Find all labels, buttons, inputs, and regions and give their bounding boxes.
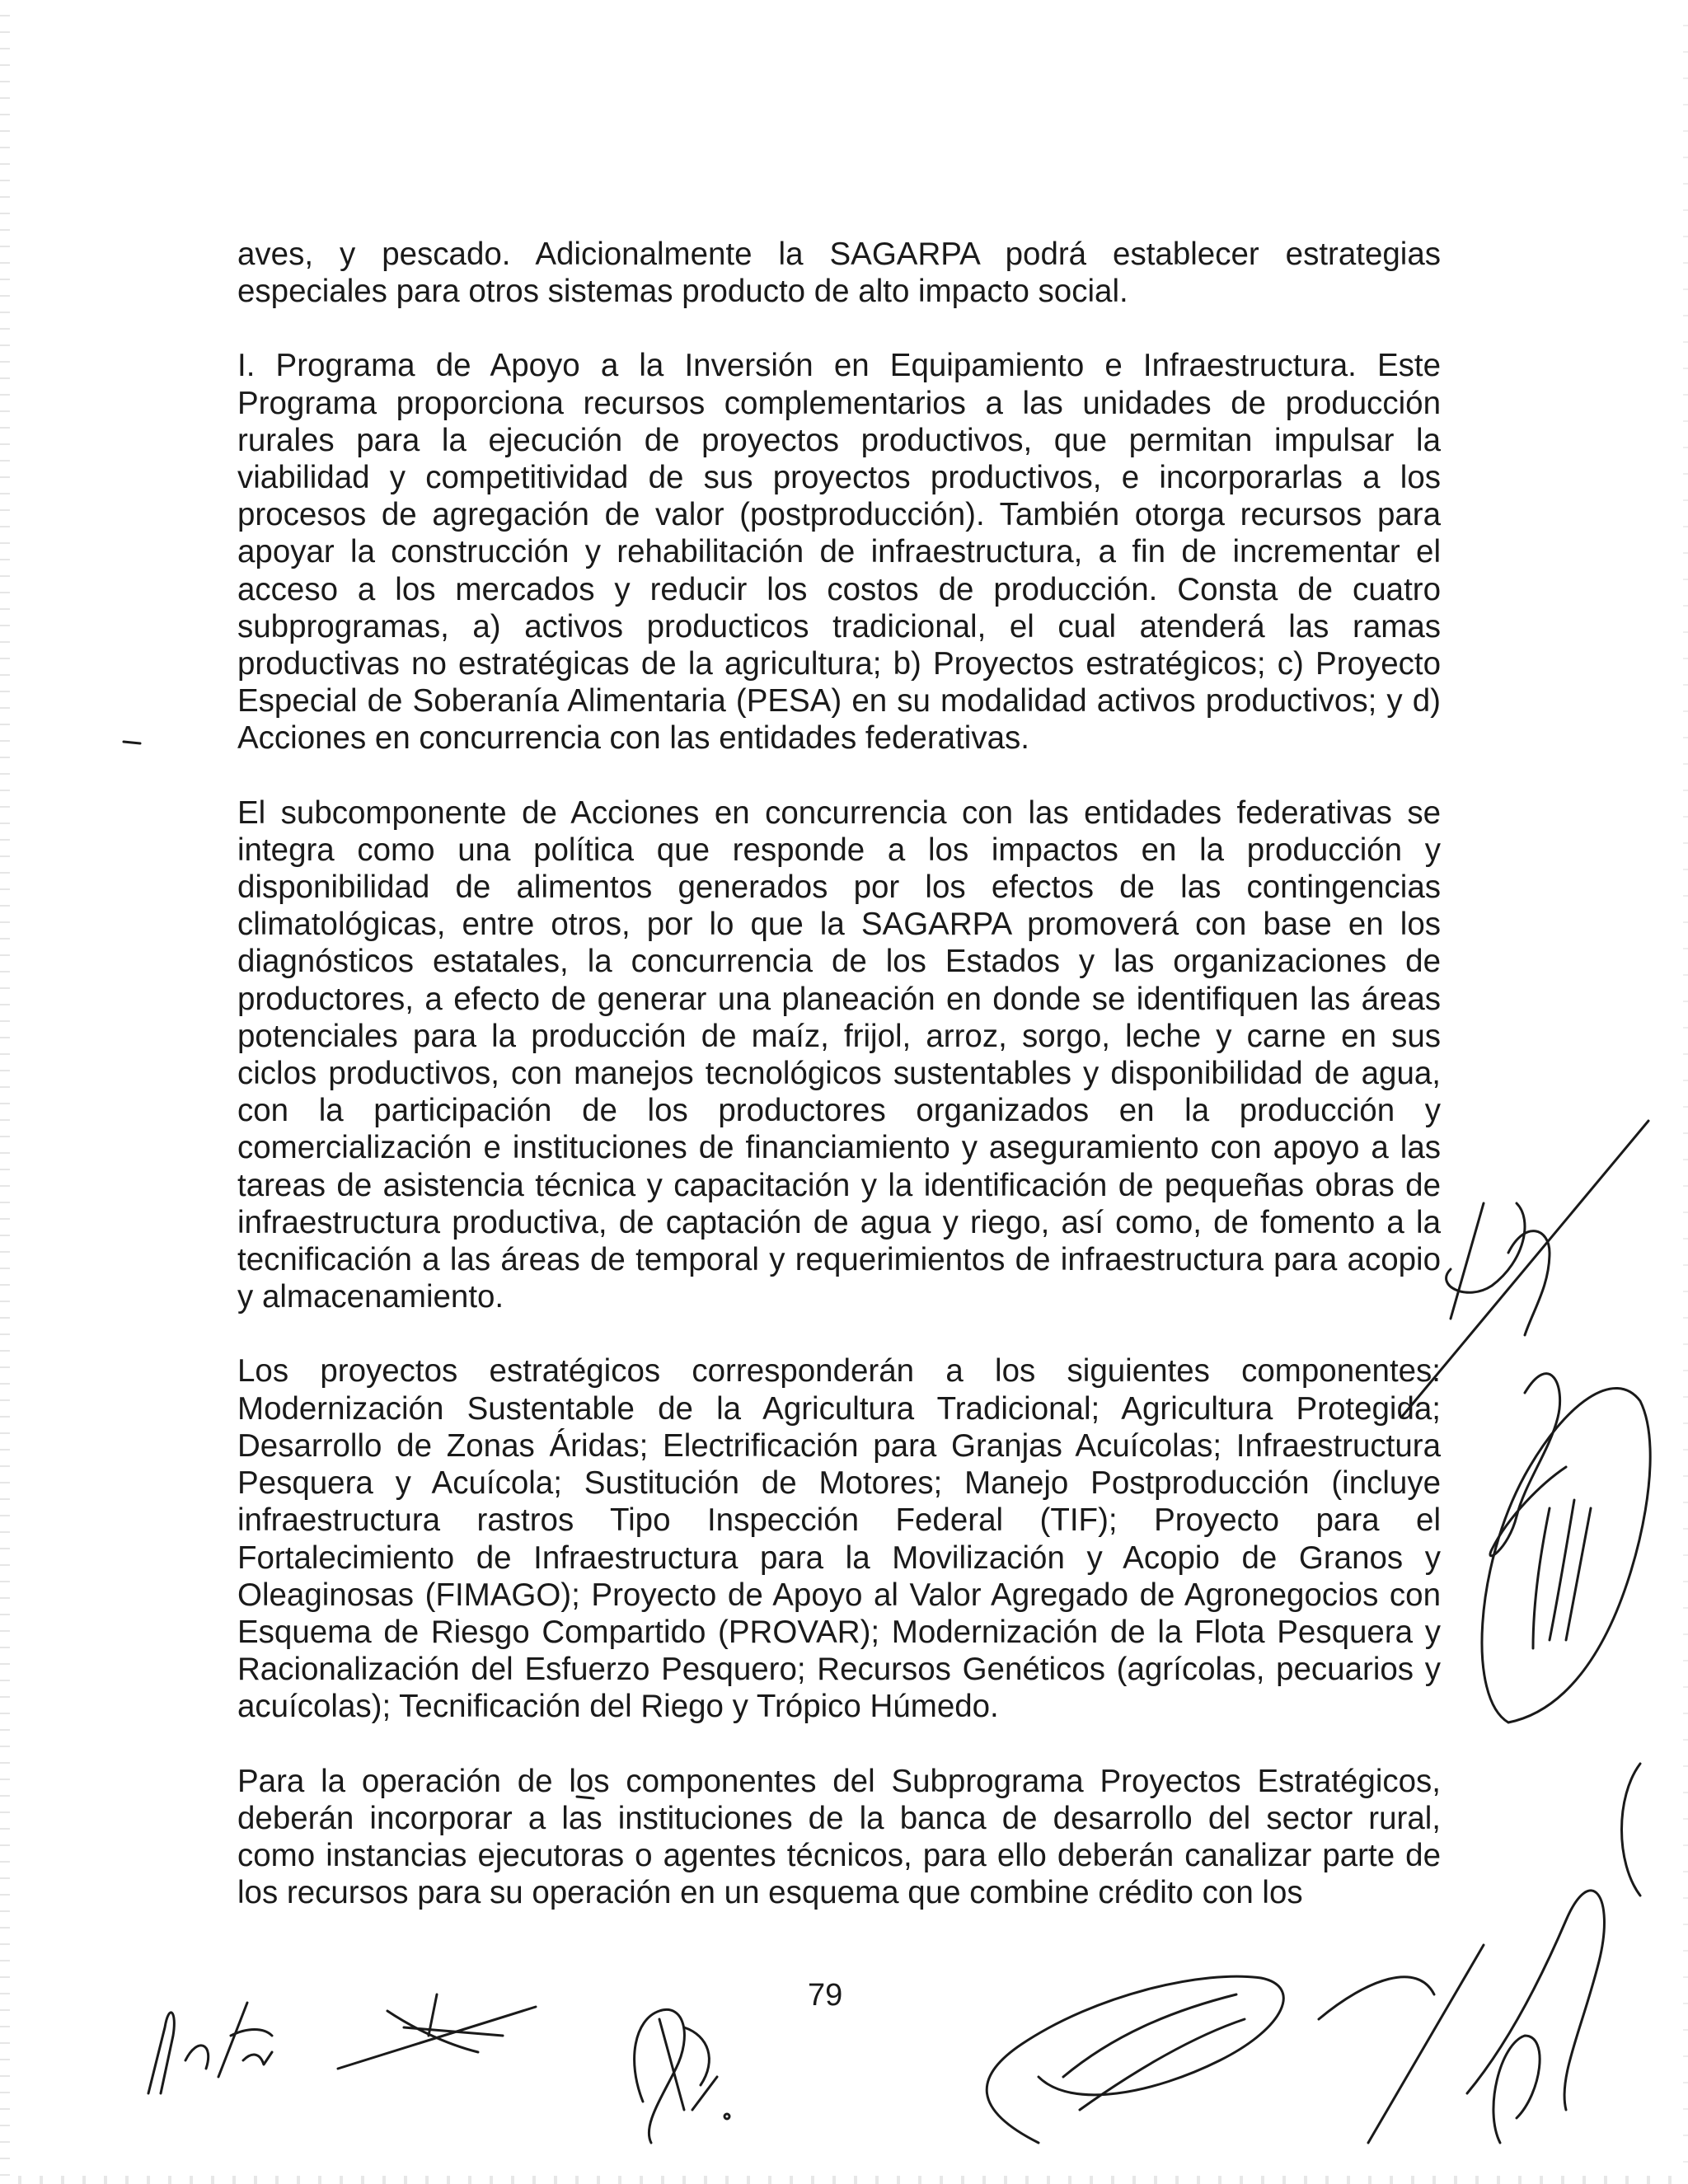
signature-bottom-2 xyxy=(338,1994,536,2069)
scan-edge-right xyxy=(1683,0,1688,2184)
body-text xyxy=(237,236,1441,1911)
signature-bottom-1 xyxy=(148,2003,272,2093)
signature-right-middle xyxy=(1482,1388,1650,1722)
paragraph-operacion-componentes: Para la operación de los componentes del Subprograma Proyectos Estratégicos, deberán incorporar a las instituciones de la banca de desarrollo del sector rural, como instancias ejecutoras o agentes técnicos, para ello deberán canalizar parte de los recursos para su operación en un esquema que combine crédito con los xyxy=(237,1763,1441,1911)
page-number: 79 xyxy=(808,1978,843,2013)
scan-edge-left xyxy=(0,0,10,2184)
paragraph-intro: aves, y pescado. Adicionalmente la SAGARPA podrá establecer estrategias especiales para otros sistemas producto de alto impacto social. xyxy=(237,237,1441,310)
signature-bottom-4 xyxy=(987,1976,1283,2143)
paragraph-proyectos-estrategicos: Los proyectos estratégicos corresponderán a los siguientes componentes: Modernización Sustentable de la Agricultura Tradicional; Agricultura Protegida; Desarrollo de Zonas Áridas; Electrificación para Granjas Acuícolas; Infraestructura Pesquera y Acuícola; Sustitución de Motores; Manejo Postproducción (incluye infraestructura rastros Tipo Inspección Federal (TIF); Proyecto para el Fortalecimiento de Infraestructura para la Movilización y Acopio de Granos y Oleaginosas (FIMAGO); Proyecto de Apoyo al Valor Agregado de Agronegocios con Esquema de Riesgo Compartido (PROVAR); Modernización de la Flota Pesquera y Racionalización del Esfuerzo Pesquero; Recursos Genéticos (agrícolas, pecuarios y acuícolas); Tecnificación del Riego y Trópico Húmedo. xyxy=(237,1353,1441,1725)
paragraph-acciones-concurrencia: El subcomponente de Acciones en concurrencia con las entidades federativas se integra como una política que responde a los impactos en la producción y disponibilidad de alimentos generados por los efectos de las contingencias climatológicas, entre otros, por lo que la SAGARPA promoverá con base en los diagnósticos estatales, la concurrencia de los Estados y las organizaciones de productores, a efecto de generar una planeación en donde se identifiquen las áreas potenciales para la producción de maíz, frijol, arroz, sorgo, leche y carne en sus ciclos productivos, con manejos tecnológicos sustentables y disponibilidad de agua, con la participación de los productores organizados en la producción y comercialización e instituciones de financiamiento y aseguramiento con apoyo a las tareas de asistencia técnica y capacitación y la identificación de pequeñas obras de infraestructura productiva, de captación de agua y riego, así como, de fomento a la tecnificación a las áreas de temporal y requerimientos de infraestructura para acopio y almacenamiento. xyxy=(237,794,1441,1315)
scan-edge-bottom xyxy=(0,2176,1688,2184)
ink-mark-left xyxy=(124,742,140,743)
signature-bottom-3 xyxy=(635,2009,729,2143)
paragraph-programa-apoyo: I. Programa de Apoyo a la Inversión en Equipamiento e Infraestructura. Este Programa proporciona recursos complementarios a las unidades de producción rurales para la ejecución de proyectos productivos, que permitan impulsar la viabilidad y competitividad de sus proyectos productivos, e incorporarlas a los procesos de agregación de valor (postproducción). También otorga recursos para apoyar la construcción y rehabilitación de infraestructura, a fin de incrementar el acceso a los mercados y reducir los costos de producción. Consta de cuatro subprogramas, a) activos producticos tradicional, el cual atenderá las ramas productivas no estratégicas de la agricultura; b) Proyectos estratégicos; c) Proyecto Especial de Soberanía Alimentaria (PESA) en su modalidad activos productivos; y d) Acciones en concurrencia con las entidades federativas. xyxy=(237,348,1441,757)
